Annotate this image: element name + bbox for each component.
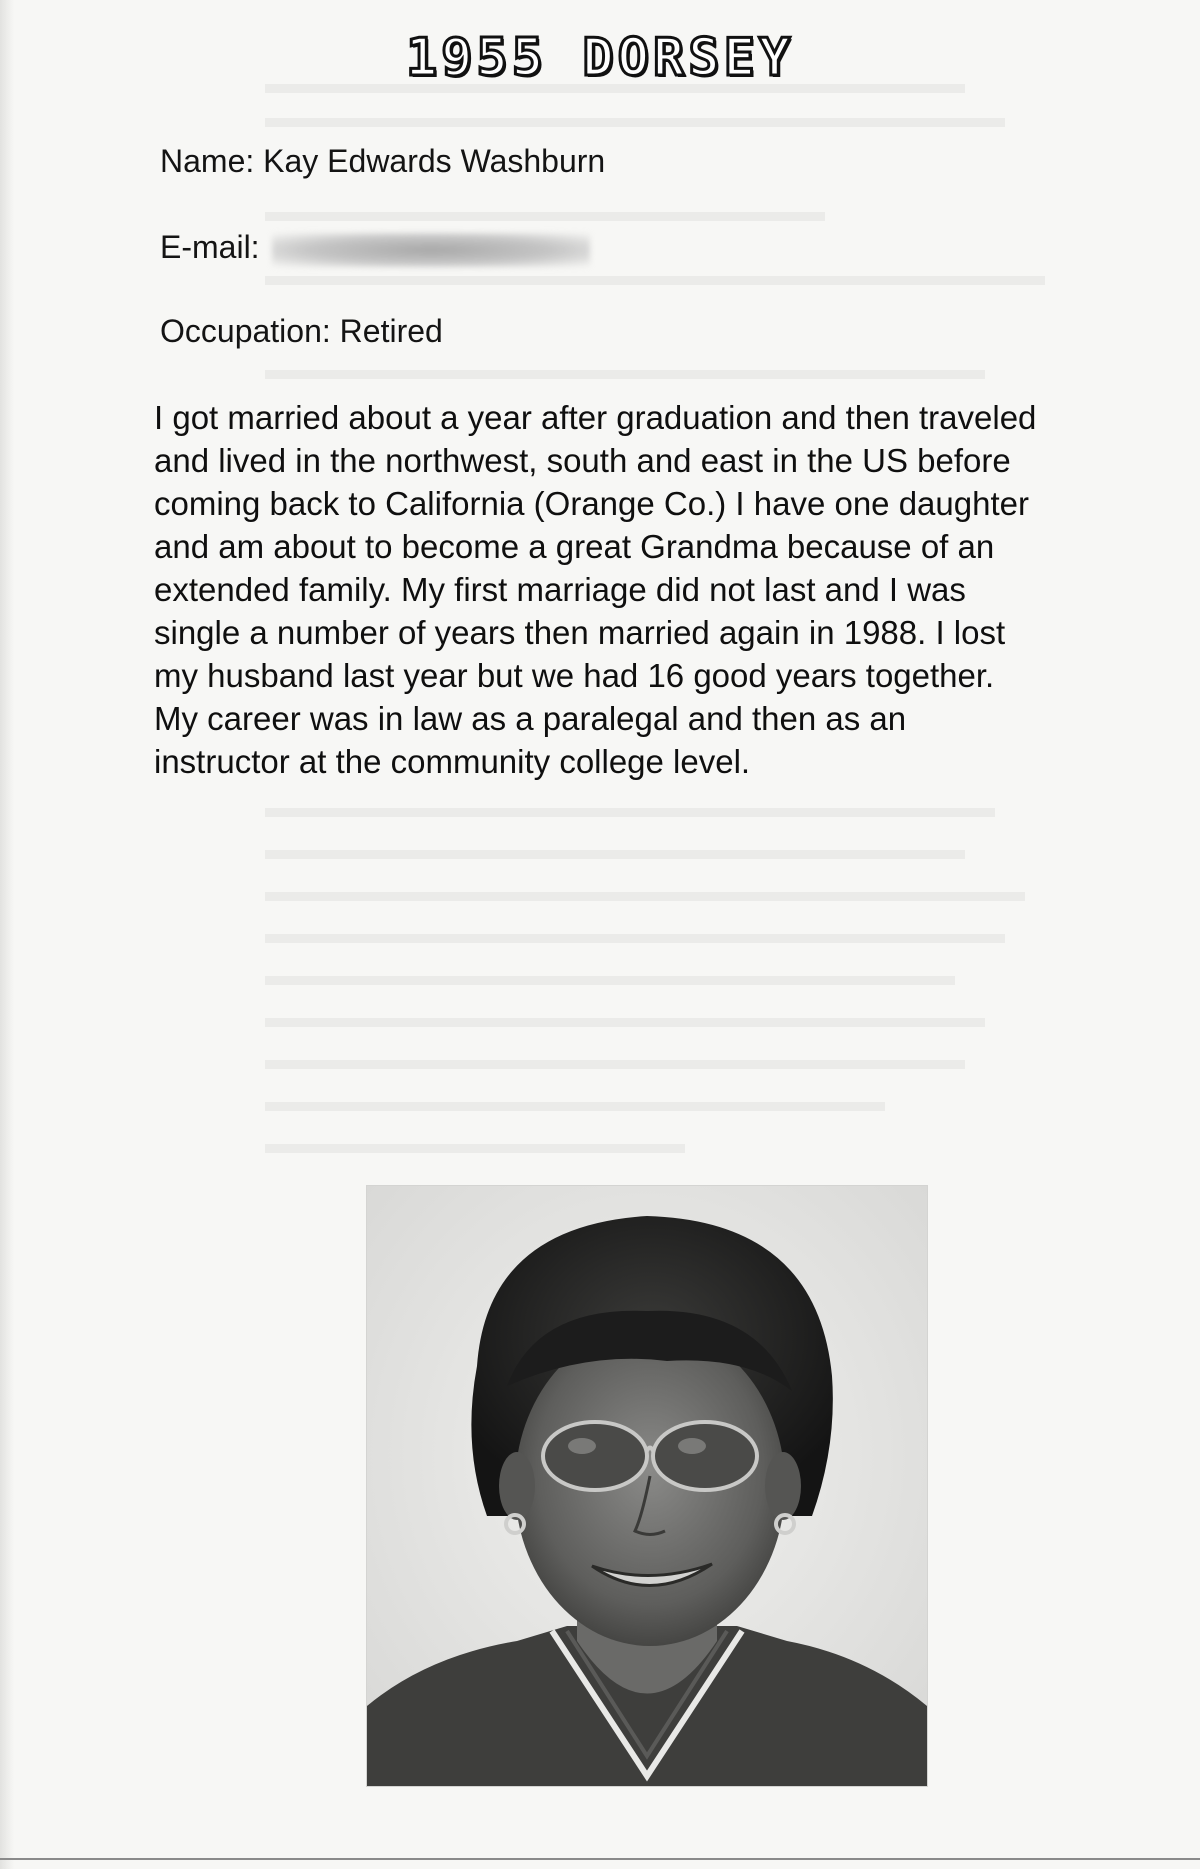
occupation-value: Retired: [339, 313, 443, 349]
bio-line: I got married about a year after graduation and then traveled: [154, 399, 1037, 436]
email-label: E-mail:: [160, 229, 260, 265]
bio-line: coming back to California (Orange Co.) I have one daughter: [154, 485, 1029, 522]
bio-line: my husband last year but we had 16 good years together.: [154, 657, 995, 694]
bio-line: My career was in law as a paralegal and then as an: [154, 700, 907, 737]
page-edge-shadow: [0, 0, 14, 1869]
bio-line: extended family. My first marriage did not last and I was: [154, 571, 966, 608]
email-redacted-blur: [272, 233, 590, 267]
portrait-illustration: [367, 1186, 927, 1786]
page-title: 1955 DORSEY: [405, 28, 795, 88]
bio-line: instructor at the community college level.: [154, 743, 751, 780]
name-label: Name:: [160, 143, 255, 179]
bio-line: and am about to become a great Grandma because of an: [154, 528, 995, 565]
portrait-photo: [366, 1185, 928, 1787]
occupation-field: [160, 313, 443, 350]
biography-paragraph: [154, 396, 1164, 783]
occupation-label: Occupation:: [160, 313, 331, 349]
email-field: [160, 229, 590, 267]
page-bottom-rule: [0, 1858, 1200, 1860]
bio-line: and lived in the northwest, south and east in the US before: [154, 442, 1011, 479]
name-value: Kay Edwards Washburn: [263, 143, 606, 179]
bio-line: single a number of years then married again in 1988. I lost: [154, 614, 1006, 651]
name-field: [160, 143, 605, 180]
